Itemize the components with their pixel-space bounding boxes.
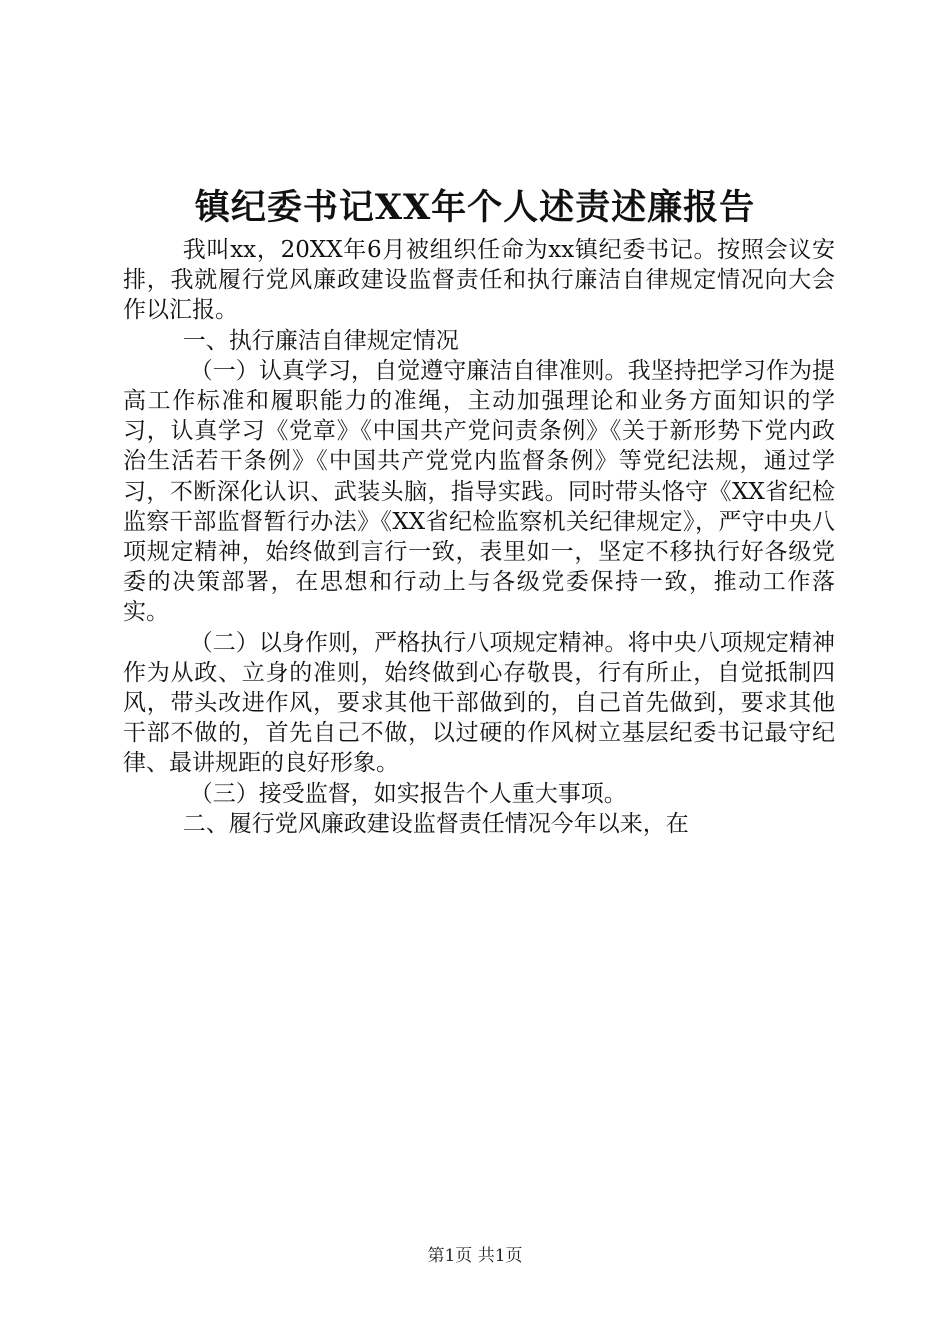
- document-body: [123, 235, 835, 839]
- page-number-footer: 第1页 共1页: [427, 1246, 523, 1266]
- paragraph-subsection-2: （二）以身作则，严格执行八项规定精神。将中央八项规定精神作为从政、立身的准则，始终做到心存敬畏，行有所止，自觉抵制四风，带头改进作风，要求其他干部做到的，自己首先做到，要求其他干部不做的，首先自己不做，以过硬的作风树立基层纪委书记最守纪律、最讲规距的良好形象。: [123, 629, 835, 777]
- section-heading-2: 二、履行党风廉政建设监督责任情况今年以来，在: [182, 810, 689, 837]
- paragraph-subsection-1: （一）认真学习，自觉遵守廉洁自律准则。我坚持把学习作为提高工作标准和履职能力的准绳，主动加强理论和业务方面知识的学习，认真学习《党章》《中国共产党问责条例》《关于新形势下党内政治生活若干条例》《中国共产党党内监督条例》等党纪法规，通过学习，不断深化认识、武装头脑，指导实践。同时带头恪守《XX省纪检监察干部监督暂行办法》《XX省纪检监察机关纪律规定》，严守中央八项规定精神，始终做到言行一致，表里如一，坚定不移执行好各级党委的决策部署，在思想和行动上与各级党委保持一致，推动工作落实。: [123, 357, 835, 626]
- section-heading-1: 一、执行廉洁自律规定情况: [182, 327, 459, 354]
- paragraph-subsection-3: （三）接受监督，如实报告个人重大事项。: [189, 780, 627, 807]
- paragraph-intro: 我叫xx，20XX年6月被组织任命为xx镇纪委书记。按照会议安排，我就履行党风廉政建设监督责任和执行廉洁自律规定情况向大会作以汇报。: [123, 237, 835, 324]
- document-title: 镇纪委书记XX年个人述责述廉报告: [194, 187, 756, 228]
